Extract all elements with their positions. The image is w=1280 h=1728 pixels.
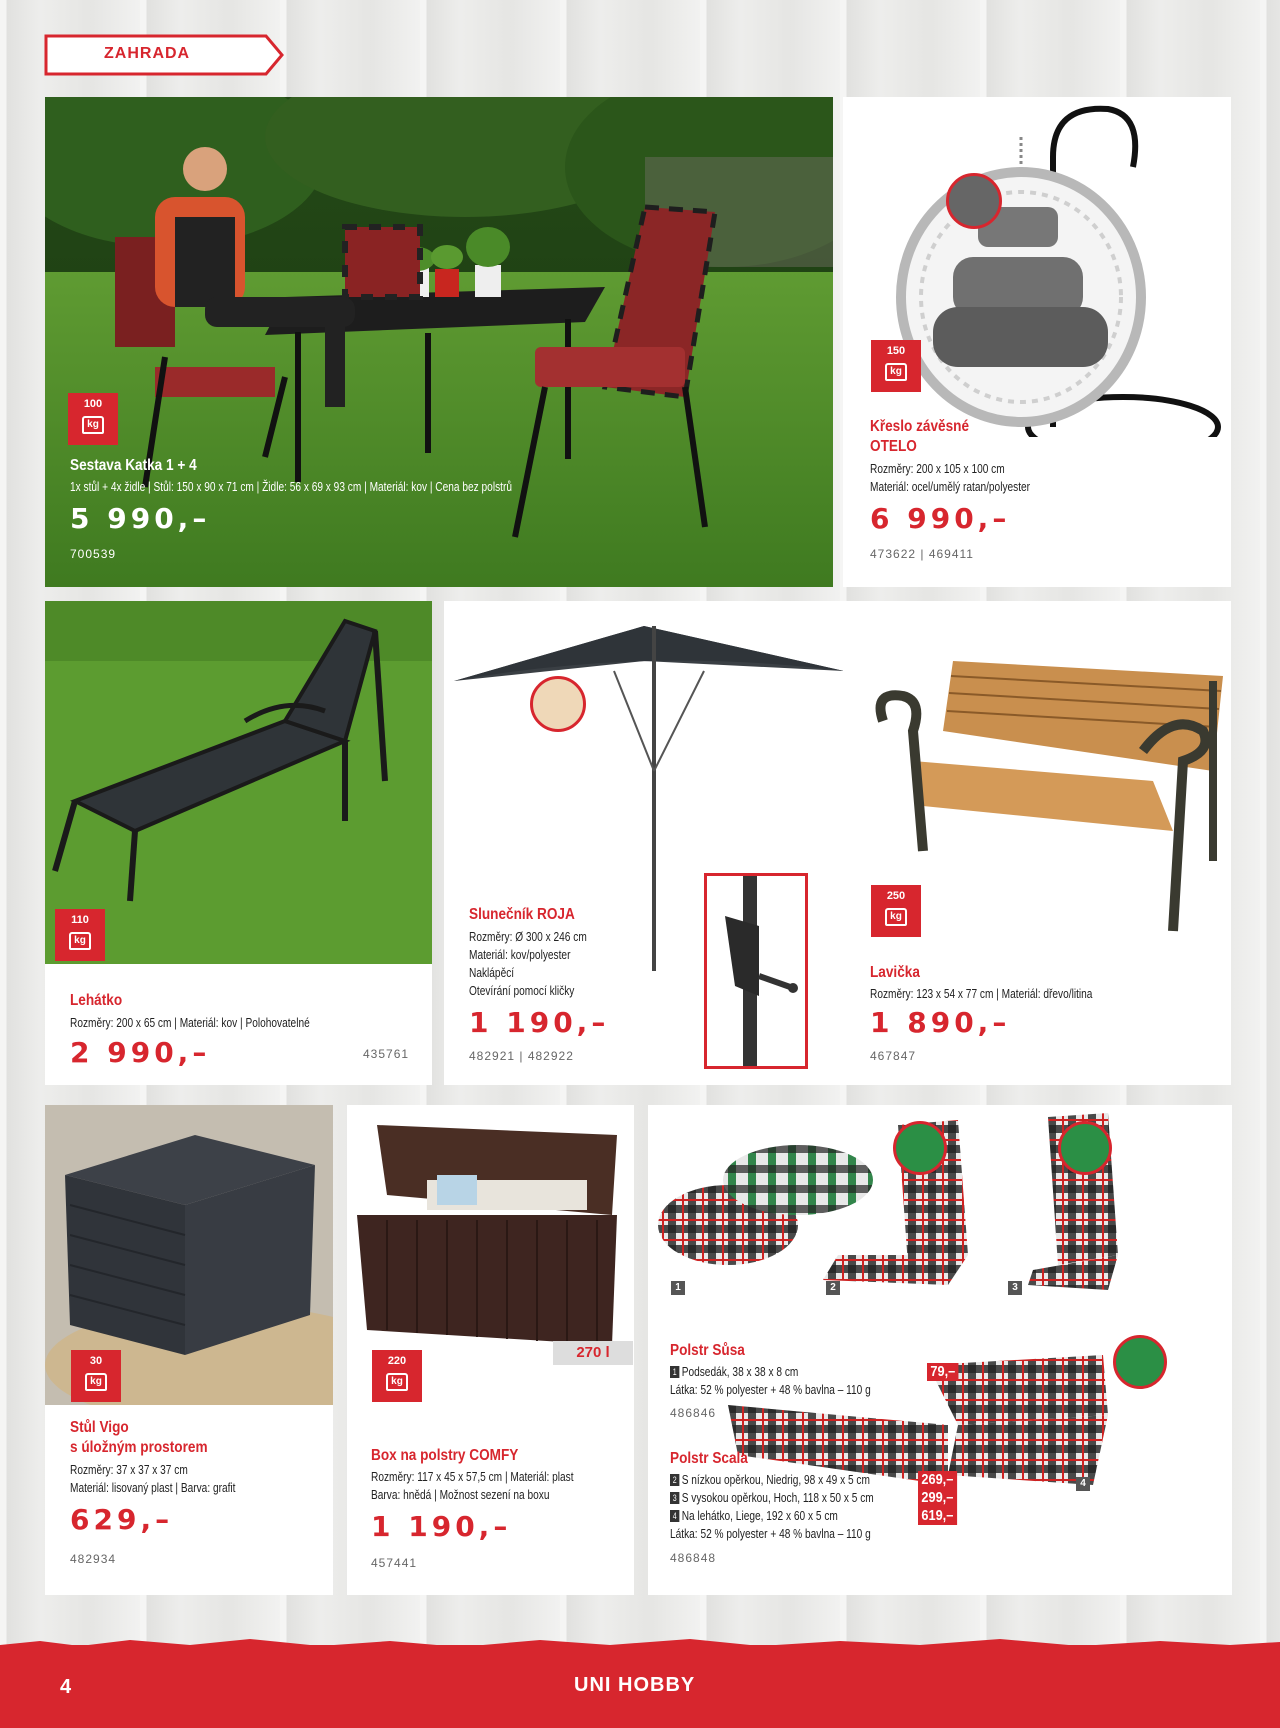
lavicka-code: 467847 xyxy=(870,1049,917,1063)
susa-code: 486846 xyxy=(670,1406,717,1420)
product-cushions[interactable] xyxy=(648,1105,1232,1595)
cushion-label-2: 2 xyxy=(826,1281,840,1295)
cushion-label-1: 1 xyxy=(671,1281,685,1295)
vigo-code: 482934 xyxy=(70,1552,117,1566)
vigo-weight-badge xyxy=(71,1350,121,1402)
scala-fabric: Látka: 52 % polyester + 48 % bavlna – 110 g xyxy=(670,1526,871,1541)
lehatko-weight-badge xyxy=(55,909,105,961)
roja-code: 482921 | 482922 xyxy=(469,1049,574,1063)
lehatko-price: 2 990,– xyxy=(70,1036,211,1069)
product-vigo[interactable] xyxy=(45,1105,333,1595)
storage-box-image xyxy=(347,1105,634,1365)
vigo-title-1: Stůl Vigo xyxy=(70,1419,129,1436)
lavicka-price: 1 890,– xyxy=(870,1006,1011,1039)
otelo-title-1: Křeslo závěsné xyxy=(870,418,970,435)
size-text: S nízkou opěrkou, Niedrig, 98 x 49 x 5 cm xyxy=(681,1472,870,1487)
vigo-spec-1: Rozměry: 37 x 37 x 37 cm xyxy=(70,1462,188,1477)
katka-price: 5 990,– xyxy=(70,502,211,535)
scala-line-4 xyxy=(670,1507,838,1525)
scala-line-3 xyxy=(670,1489,874,1507)
product-lavicka[interactable] xyxy=(843,601,1231,1085)
badge-value: 30 xyxy=(89,1355,103,1367)
size-text: Na lehátko, Liege, 192 x 60 x 5 cm xyxy=(681,1508,838,1523)
katka-title: Sestava Katka 1 + 4 xyxy=(70,457,197,474)
size-number: 3 xyxy=(670,1492,679,1504)
lavicka-weight-badge xyxy=(871,885,921,937)
color-swatch xyxy=(530,676,586,732)
kg-icon: kg xyxy=(386,1373,408,1391)
susa-line-1 xyxy=(670,1363,798,1381)
section-tab xyxy=(44,34,284,76)
susa-price-1: 79,– xyxy=(927,1363,959,1381)
scala-title: Polstr Scala xyxy=(670,1450,748,1467)
otelo-price: 6 990,– xyxy=(870,502,1011,535)
scala-line-2 xyxy=(670,1471,870,1489)
comfy-title: Box na polstry COMFY xyxy=(371,1447,519,1464)
badge-value: 100 xyxy=(83,398,103,410)
size-number: 4 xyxy=(670,1510,679,1522)
kg-icon: kg xyxy=(885,363,907,381)
otelo-title-2: OTELO xyxy=(870,438,917,455)
kg-icon: kg xyxy=(885,908,907,926)
brand-logo: UNI HOBBY xyxy=(574,1674,696,1696)
lavicka-spec: Rozměry: 123 x 54 x 77 cm | Materiál: dřevo/litina xyxy=(870,986,1093,1001)
cushion-label-4: 4 xyxy=(1076,1477,1090,1491)
vigo-title-2: s úložným prostorem xyxy=(70,1439,208,1456)
scala-price-2: 269,– xyxy=(918,1471,957,1489)
badge-value: 150 xyxy=(886,345,906,357)
otelo-spec-2: Materiál: ocel/umělý ratan/polyester xyxy=(870,479,1031,494)
crank-icon xyxy=(707,876,805,1066)
page-number: 4 xyxy=(60,1676,72,1698)
size-text: Podsedák, 38 x 38 x 8 cm xyxy=(681,1364,799,1379)
roja-price: 1 190,– xyxy=(469,1006,610,1039)
cushion-label-3: 3 xyxy=(1008,1281,1022,1295)
roja-spec-4: Otevírání pomocí kličky xyxy=(469,983,575,998)
fabric-swatch xyxy=(1113,1335,1167,1389)
scala-price-3: 299,– xyxy=(918,1489,957,1507)
product-otelo[interactable] xyxy=(843,97,1231,587)
otelo-weight-badge xyxy=(871,340,921,392)
crank-detail xyxy=(704,873,808,1069)
lehatko-code: 435761 xyxy=(363,1047,410,1061)
product-comfy[interactable] xyxy=(347,1105,634,1595)
susa-fabric: Látka: 52 % polyester + 48 % bavlna – 110 g xyxy=(670,1382,871,1397)
comfy-code: 457441 xyxy=(371,1556,418,1570)
katka-weight-badge xyxy=(68,393,118,445)
roja-spec-2: Materiál: kov/polyester xyxy=(469,947,571,962)
vigo-price: 629,– xyxy=(70,1503,174,1536)
kg-icon: kg xyxy=(85,1373,107,1391)
badge-value: 250 xyxy=(886,890,906,902)
fabric-swatch xyxy=(893,1121,947,1175)
product-roja[interactable] xyxy=(444,601,844,1085)
torn-edge xyxy=(0,1637,1280,1651)
badge-value: 220 xyxy=(387,1355,407,1367)
comfy-spec-2: Barva: hnědá | Možnost sezení na boxu xyxy=(371,1487,550,1502)
vigo-spec-2: Materiál: lisovaný plast | Barva: grafit xyxy=(70,1480,236,1495)
volume-label: 270 l xyxy=(576,1344,610,1361)
color-swatch xyxy=(946,173,1002,229)
susa-title: Polstr Sůsa xyxy=(670,1342,745,1359)
comfy-weight-badge xyxy=(372,1350,422,1402)
fabric-swatch xyxy=(1058,1121,1112,1175)
product-lehatko[interactable] xyxy=(45,601,432,1085)
kg-icon: kg xyxy=(82,416,104,434)
scala-code: 486848 xyxy=(670,1551,717,1565)
otelo-code: 473622 | 469411 xyxy=(870,547,974,561)
comfy-spec-1: Rozměry: 117 x 45 x 57,5 cm | Materiál: plast xyxy=(371,1469,574,1484)
footer-bar xyxy=(0,1645,1280,1728)
lehatko-title: Lehátko xyxy=(70,992,123,1009)
comfy-price: 1 190,– xyxy=(371,1510,512,1543)
kg-icon: kg xyxy=(69,932,91,950)
badge-value: 110 xyxy=(71,914,89,926)
roja-title: Slunečník ROJA xyxy=(469,906,575,923)
comfy-volume-tag xyxy=(553,1341,633,1365)
size-number: 1 xyxy=(670,1366,679,1378)
size-number: 2 xyxy=(670,1474,679,1486)
scala-price-4: 619,– xyxy=(918,1507,957,1525)
size-text: S vysokou opěrkou, Hoch, 118 x 50 x 5 cm xyxy=(681,1490,874,1505)
lehatko-spec: Rozměry: 200 x 65 cm | Materiál: kov | Polohovatelné xyxy=(70,1015,310,1030)
katka-spec: 1x stůl + 4x židle | Stůl: 150 x 90 x 71 cm | Židle: 56 x 69 x 93 cm | Materiál: kov | Cena bez polstrů xyxy=(70,479,512,494)
lavicka-title: Lavička xyxy=(870,964,920,981)
section-title: ZAHRADA xyxy=(104,45,191,62)
roja-spec-3: Naklápěcí xyxy=(469,965,515,980)
otelo-spec-1: Rozměry: 200 x 105 x 100 cm xyxy=(870,461,1005,476)
katka-code: 700539 xyxy=(70,547,117,561)
roja-spec-1: Rozměry: Ø 300 x 246 cm xyxy=(469,929,587,944)
